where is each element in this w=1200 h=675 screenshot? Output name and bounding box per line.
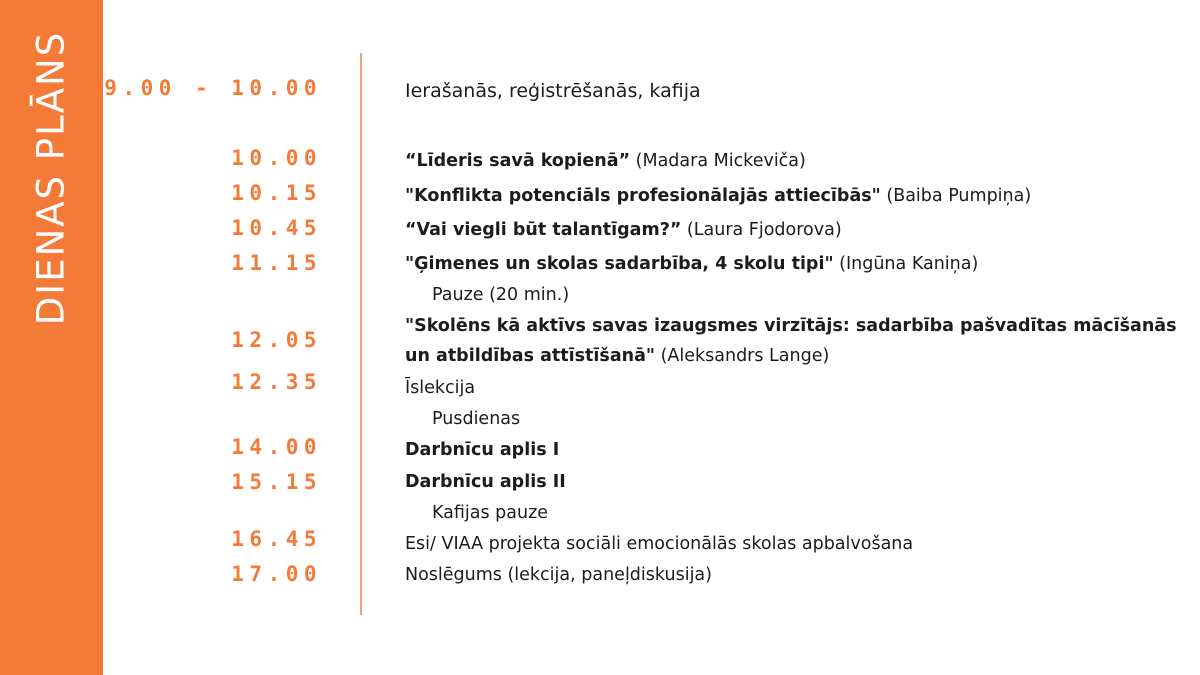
time-label: 15.15 bbox=[231, 470, 322, 494]
agenda-item-text: (Baiba Pumpiņa) bbox=[880, 186, 1032, 206]
column-divider bbox=[360, 53, 362, 615]
agenda-item bbox=[405, 185, 1031, 207]
time-label: 14.00 bbox=[231, 435, 322, 459]
time-label: 12.05 bbox=[231, 328, 322, 352]
time-label: 10.15 bbox=[231, 181, 322, 205]
agenda-item-text: Kafijas pauze bbox=[432, 503, 549, 523]
agenda-item-text: Noslēgums (lekcija, paneļdiskusija) bbox=[405, 565, 712, 585]
agenda-item bbox=[405, 315, 1177, 337]
agenda-item bbox=[432, 408, 520, 430]
agenda-item bbox=[405, 345, 829, 367]
agenda-item-text: Pauze (20 min.) bbox=[432, 285, 570, 305]
agenda-item bbox=[432, 502, 548, 524]
agenda-item-title: “Līderis savā kopienā” bbox=[405, 151, 631, 171]
agenda-item bbox=[405, 80, 701, 102]
agenda-item bbox=[405, 471, 566, 493]
agenda-item bbox=[405, 150, 806, 172]
agenda-item bbox=[405, 219, 842, 241]
agenda-item-title: Darbnīcu aplis I bbox=[405, 440, 560, 460]
time-label: 10.00 bbox=[231, 146, 322, 170]
agenda-item-text: (Laura Fjodorova) bbox=[681, 220, 842, 240]
time-label: 12.35 bbox=[231, 370, 322, 394]
agenda-item-text: (Ingūna Kaniņa) bbox=[833, 254, 979, 274]
time-label: 9.00 - 10.00 bbox=[104, 76, 322, 100]
agenda-item bbox=[432, 284, 569, 306]
time-label: 11.15 bbox=[231, 251, 322, 275]
time-label: 16.45 bbox=[231, 527, 322, 551]
agenda-item-title: “Vai viegli būt talantīgam?” bbox=[405, 220, 682, 240]
agenda-item-text: (Aleksandrs Lange) bbox=[655, 346, 830, 366]
agenda-item-title: Darbnīcu aplis II bbox=[405, 472, 566, 492]
page-title: DIENAS PLĀNS bbox=[29, 30, 73, 326]
time-label: 17.00 bbox=[231, 562, 322, 586]
agenda-item bbox=[405, 253, 978, 275]
agenda-item bbox=[405, 533, 913, 555]
agenda-item-text: Pusdienas bbox=[432, 409, 521, 429]
agenda-item bbox=[405, 564, 712, 586]
agenda-item-title: un atbildības attīstīšanā" bbox=[405, 346, 656, 366]
agenda-item bbox=[405, 439, 559, 461]
agenda-item-title: "Konflikta potenciāls profesionālajās attiecībās" bbox=[405, 186, 881, 206]
agenda-item-text: Esi/ VIAA projekta sociāli emocionālās skolas apbalvošana bbox=[405, 534, 914, 554]
agenda-item-text: Ierašanās, reģistrēšanās, kafija bbox=[405, 80, 701, 102]
agenda-item-text: (Madara Mickeviča) bbox=[630, 151, 806, 171]
agenda-item bbox=[405, 377, 475, 399]
agenda-item-title: "Skolēns kā aktīvs savas izaugsmes virzītājs: sadarbība pašvadītas mācīšanās bbox=[405, 316, 1177, 336]
agenda-item-text: Īslekcija bbox=[405, 378, 476, 398]
sidebar bbox=[0, 0, 103, 675]
agenda-item-title: "Ģimenes un skolas sadarbība, 4 skolu tipi" bbox=[405, 254, 834, 274]
time-label: 10.45 bbox=[231, 216, 322, 240]
